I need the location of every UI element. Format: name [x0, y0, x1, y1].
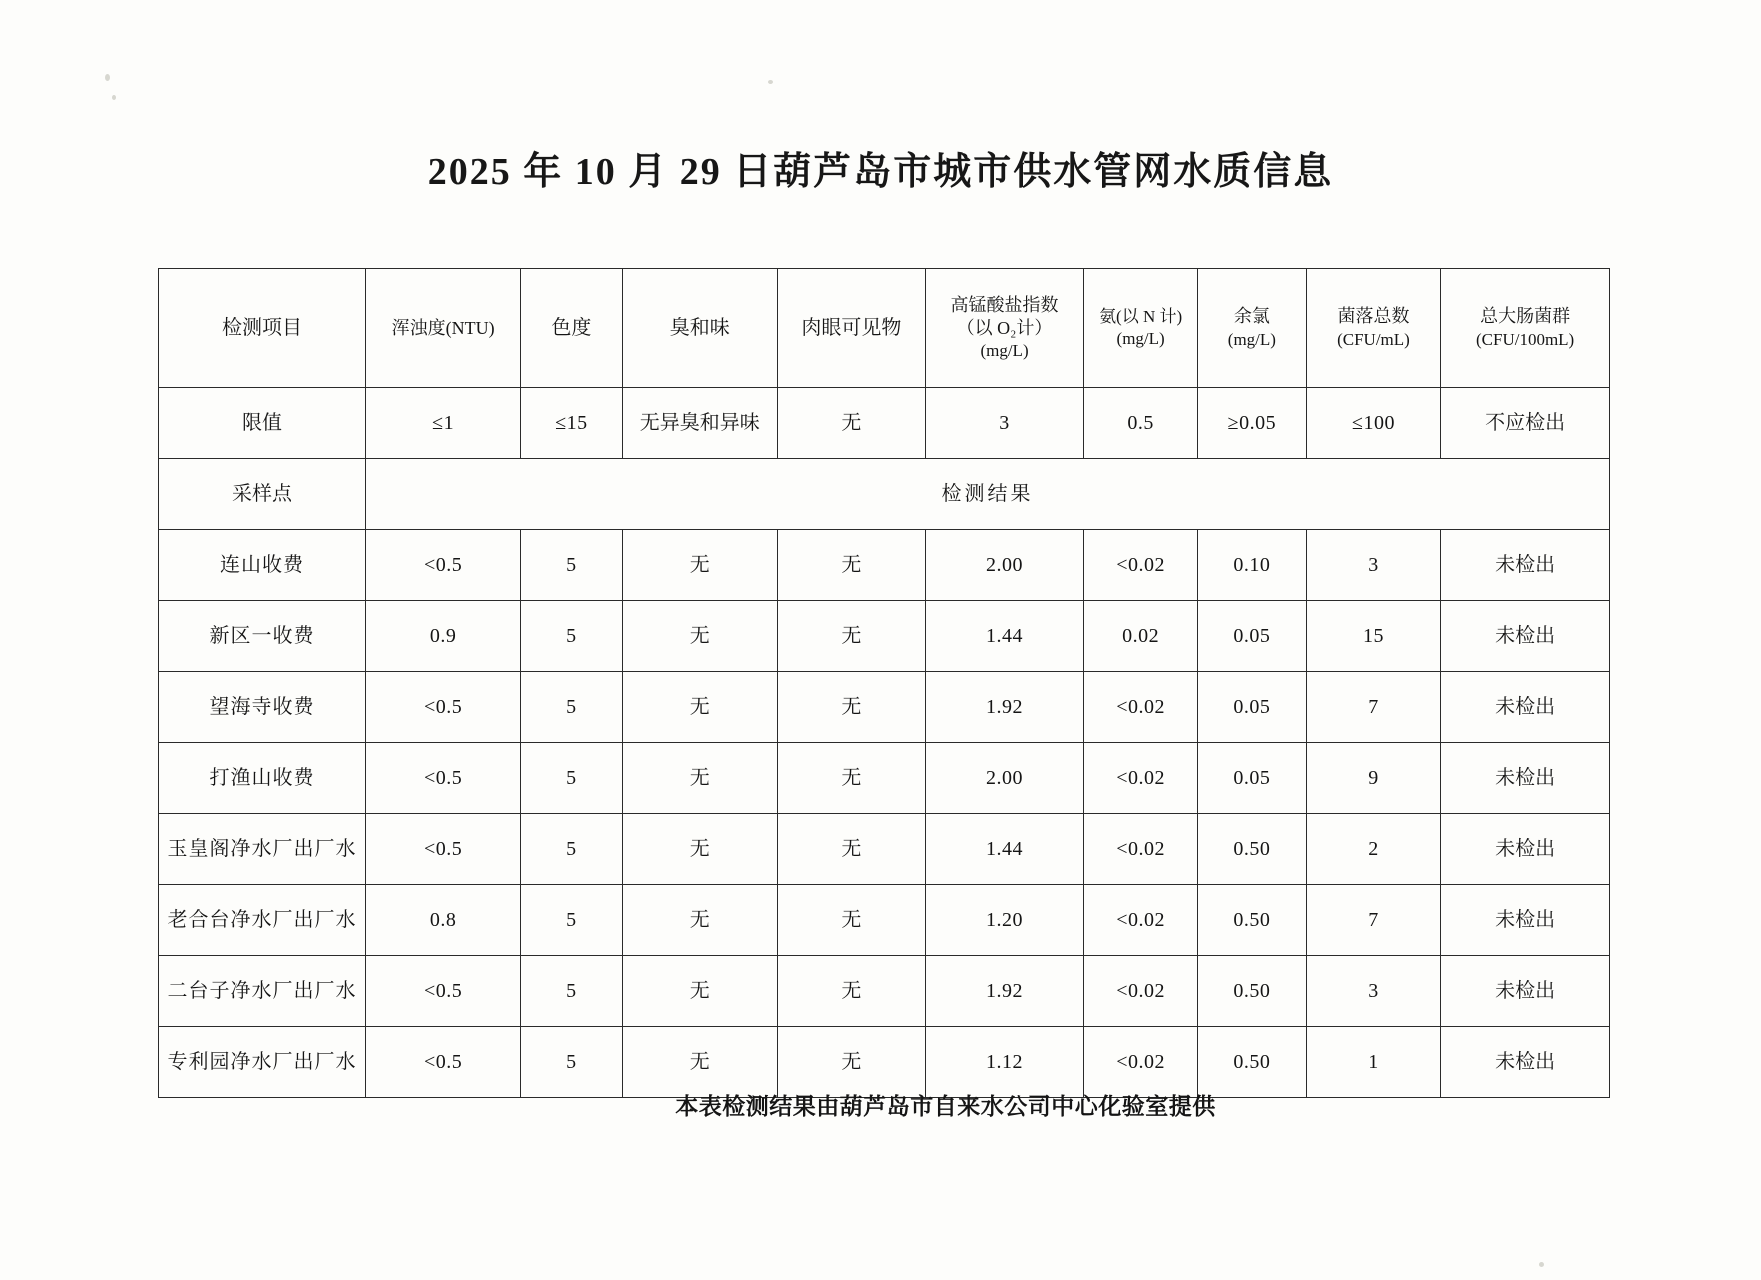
limit-total-coliform: 不应检出 [1441, 388, 1610, 459]
row-visible-matter: 无 [777, 814, 925, 885]
limit-row-label: 限值 [159, 388, 366, 459]
row-chroma: 5 [521, 601, 622, 672]
header-permanganate-line3: (mg/L) [980, 341, 1029, 361]
row-turbidity: <0.5 [365, 530, 520, 601]
table-row [159, 956, 1610, 1027]
water-quality-table-container [158, 268, 1610, 1098]
header-permanganate-line1: 高锰酸盐指数 [950, 294, 1059, 315]
header-odor [622, 269, 777, 388]
header-item-label: 检测项目 [221, 316, 302, 339]
row-chroma: 5 [521, 956, 622, 1027]
row-permanganate: 2.00 [925, 743, 1083, 814]
table-row [159, 530, 1610, 601]
row-visible-matter: 无 [777, 530, 925, 601]
table-row [159, 885, 1610, 956]
row-site-name: 打渔山收费 [159, 743, 366, 814]
row-ammonia: <0.02 [1084, 885, 1198, 956]
row-turbidity: <0.5 [365, 672, 520, 743]
header-residual-chlorine-line2: (mg/L) [1227, 329, 1276, 349]
row-visible-matter: 无 [777, 956, 925, 1027]
row-turbidity: <0.5 [365, 743, 520, 814]
header-ammonia-line1: 氨(以 N 计) [1099, 306, 1183, 326]
header-visible-matter-label: 肉眼可见物 [801, 316, 902, 339]
header-residual-chlorine [1198, 269, 1307, 388]
section-row [159, 459, 1610, 530]
footer-note: 本表检测结果由葫芦岛市自来水公司中心化验室提供 [675, 1094, 1216, 1119]
row-odor: 无 [622, 814, 777, 885]
row-colony-count: 3 [1306, 530, 1441, 601]
row-odor: 无 [622, 885, 777, 956]
row-residual-chlorine: 0.50 [1198, 814, 1307, 885]
row-ammonia: <0.02 [1084, 743, 1198, 814]
row-site-name: 望海寺收费 [159, 672, 366, 743]
row-chroma: 5 [521, 530, 622, 601]
row-chroma: 5 [521, 885, 622, 956]
header-total-coliform [1441, 269, 1610, 388]
row-chroma: 5 [521, 672, 622, 743]
row-site-name: 老合台净水厂出厂水 [159, 885, 366, 956]
row-colony-count: 3 [1306, 956, 1441, 1027]
row-colony-count: 1 [1306, 1027, 1441, 1098]
limit-chroma: ≤15 [521, 388, 622, 459]
header-residual-chlorine-line1: 余氯 [1233, 306, 1270, 327]
limit-residual-chlorine: ≥0.05 [1198, 388, 1307, 459]
row-ammonia: <0.02 [1084, 672, 1198, 743]
row-residual-chlorine: 0.05 [1198, 743, 1307, 814]
row-colony-count: 7 [1306, 672, 1441, 743]
row-permanganate: 1.44 [925, 814, 1083, 885]
header-colony-line2: (CFU/mL) [1337, 329, 1410, 349]
row-ammonia: 0.02 [1084, 601, 1198, 672]
row-site-name: 二台子净水厂出厂水 [159, 956, 366, 1027]
row-residual-chlorine: 0.10 [1198, 530, 1307, 601]
row-permanganate: 1.92 [925, 672, 1083, 743]
row-ammonia: <0.02 [1084, 530, 1198, 601]
row-odor: 无 [622, 530, 777, 601]
limit-colony-count: ≤100 [1306, 388, 1441, 459]
row-ammonia: <0.02 [1084, 1027, 1198, 1098]
header-coliform-line2: (CFU/100mL) [1476, 329, 1575, 349]
row-total-coliform: 未检出 [1441, 1027, 1610, 1098]
header-permanganate [925, 269, 1083, 388]
table-row [159, 1027, 1610, 1098]
scan-speck [768, 80, 773, 84]
row-odor: 无 [622, 956, 777, 1027]
sampling-point-label: 采样点 [159, 459, 366, 530]
row-site-name: 新区一收费 [159, 601, 366, 672]
header-colony-count [1306, 269, 1441, 388]
page-title: 2025 年 10 月 29 日葫芦岛市城市供水管网水质信息 [427, 151, 1334, 193]
row-permanganate: 1.92 [925, 956, 1083, 1027]
row-residual-chlorine: 0.50 [1198, 1027, 1307, 1098]
row-residual-chlorine: 0.50 [1198, 956, 1307, 1027]
scan-speck [1539, 1262, 1544, 1267]
results-label: 检测结果 [365, 459, 1609, 530]
table-row [159, 601, 1610, 672]
row-residual-chlorine: 0.05 [1198, 601, 1307, 672]
row-permanganate: 1.44 [925, 601, 1083, 672]
row-chroma: 5 [521, 814, 622, 885]
row-colony-count: 15 [1306, 601, 1441, 672]
header-odor-label: 臭和味 [669, 316, 730, 339]
table-row [159, 672, 1610, 743]
row-site-name: 玉皇阁净水厂出厂水 [159, 814, 366, 885]
row-residual-chlorine: 0.50 [1198, 885, 1307, 956]
row-permanganate: 1.20 [925, 885, 1083, 956]
row-permanganate: 1.12 [925, 1027, 1083, 1098]
header-permanganate-line2: （以 O₂计） [956, 317, 1053, 338]
row-visible-matter: 无 [777, 672, 925, 743]
row-total-coliform: 未检出 [1441, 743, 1610, 814]
header-visible-matter [777, 269, 925, 388]
limit-row [159, 388, 1610, 459]
row-visible-matter: 无 [777, 885, 925, 956]
header-colony-line1: 菌落总数 [1337, 306, 1410, 327]
header-turbidity-label: 浑浊度(NTU) [391, 317, 495, 338]
row-residual-chlorine: 0.05 [1198, 672, 1307, 743]
row-permanganate: 2.00 [925, 530, 1083, 601]
row-visible-matter: 无 [777, 601, 925, 672]
row-total-coliform: 未检出 [1441, 530, 1610, 601]
limit-odor: 无异臭和异味 [622, 388, 777, 459]
row-chroma: 5 [521, 743, 622, 814]
header-ammonia-line2: (mg/L) [1116, 329, 1165, 348]
row-total-coliform: 未检出 [1441, 814, 1610, 885]
row-site-name: 专利园净水厂出厂水 [159, 1027, 366, 1098]
row-turbidity: 0.9 [365, 601, 520, 672]
row-site-name: 连山收费 [159, 530, 366, 601]
row-odor: 无 [622, 601, 777, 672]
header-item [159, 269, 366, 388]
table-header-row [159, 269, 1610, 388]
header-chroma [521, 269, 622, 388]
table-row [159, 743, 1610, 814]
row-visible-matter: 无 [777, 1027, 925, 1098]
row-chroma: 5 [521, 1027, 622, 1098]
scan-speck [105, 74, 110, 81]
row-odor: 无 [622, 1027, 777, 1098]
row-turbidity: 0.8 [365, 885, 520, 956]
row-colony-count: 7 [1306, 885, 1441, 956]
row-turbidity: <0.5 [365, 1027, 520, 1098]
row-total-coliform: 未检出 [1441, 956, 1610, 1027]
limit-permanganate: 3 [925, 388, 1083, 459]
limit-turbidity: ≤1 [365, 388, 520, 459]
row-turbidity: <0.5 [365, 956, 520, 1027]
row-odor: 无 [622, 672, 777, 743]
table-row [159, 814, 1610, 885]
row-ammonia: <0.02 [1084, 814, 1198, 885]
row-total-coliform: 未检出 [1441, 885, 1610, 956]
header-ammonia [1084, 269, 1198, 388]
header-chroma-label: 色度 [551, 316, 592, 339]
water-quality-table [158, 268, 1610, 1098]
row-colony-count: 2 [1306, 814, 1441, 885]
row-visible-matter: 无 [777, 743, 925, 814]
row-colony-count: 9 [1306, 743, 1441, 814]
row-total-coliform: 未检出 [1441, 672, 1610, 743]
limit-ammonia: 0.5 [1084, 388, 1198, 459]
row-turbidity: <0.5 [365, 814, 520, 885]
header-turbidity [365, 269, 520, 388]
limit-visible-matter: 无 [777, 388, 925, 459]
row-ammonia: <0.02 [1084, 956, 1198, 1027]
row-total-coliform: 未检出 [1441, 601, 1610, 672]
header-coliform-line1: 总大肠菌群 [1480, 306, 1571, 327]
scan-speck [112, 95, 116, 100]
row-odor: 无 [622, 743, 777, 814]
